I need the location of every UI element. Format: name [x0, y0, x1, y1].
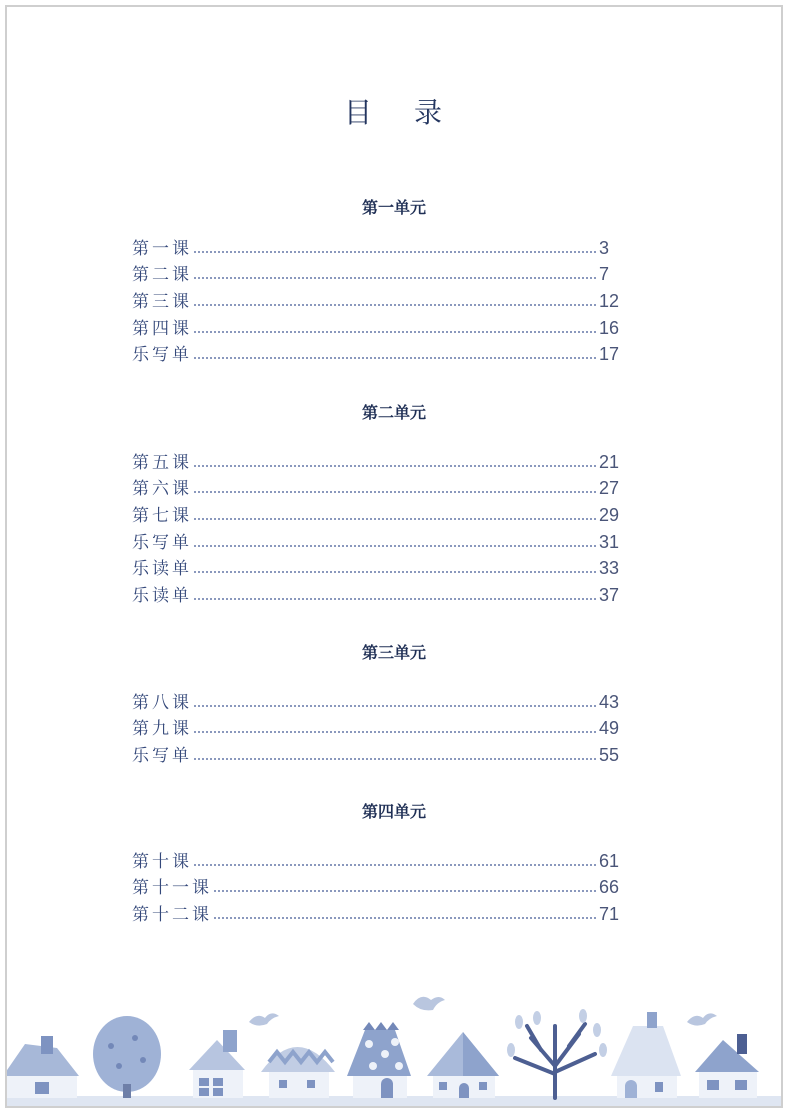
entry-label: 乐写单: [132, 345, 192, 366]
entry-label: 第二课: [132, 265, 192, 286]
toc-entry[interactable]: [132, 898, 627, 925]
page-title: [7, 91, 781, 131]
dot-leader: [194, 357, 596, 359]
entry-label: 第一课: [132, 238, 192, 259]
toc-page: [5, 5, 783, 1108]
entry-page-number: 37: [599, 585, 620, 606]
dot-leader: [194, 491, 596, 493]
dot-leader: [194, 864, 596, 866]
toc-list-unit-4: [132, 845, 627, 925]
house-icon: [189, 1030, 245, 1098]
entry-label: 第六课: [132, 479, 192, 500]
entry-label: 第九课: [132, 719, 192, 740]
village-illustration: [7, 926, 783, 1106]
entry-page-number: 27: [599, 478, 620, 499]
entry-label: 第七课: [132, 506, 192, 527]
unit-heading: 第一单元: [361, 198, 426, 217]
bird-icon: [687, 1013, 717, 1025]
tree-icon: [515, 1024, 595, 1098]
unit-heading: 第二单元: [361, 403, 426, 422]
entry-label: 第八课: [132, 692, 192, 713]
house-icon: [7, 1036, 79, 1098]
entry-page-number: 29: [599, 505, 620, 526]
toc-entry[interactable]: [132, 473, 627, 500]
toc-entry[interactable]: [132, 739, 627, 766]
dot-leader: [194, 331, 596, 333]
toc-entry[interactable]: [132, 872, 627, 899]
entry-page-number: 43: [599, 691, 620, 712]
toc-entry[interactable]: [132, 579, 627, 606]
title-char-1: 目: [343, 96, 374, 129]
entry-label: 乐写单: [132, 532, 192, 553]
dot-leader: [194, 571, 596, 573]
toc-list-unit-1: [132, 232, 627, 365]
house-icon: [347, 1022, 411, 1098]
toc-entry[interactable]: [132, 232, 627, 259]
unit-heading: 第三单元: [361, 643, 426, 662]
dot-leader: [194, 758, 596, 760]
toc-list-unit-2: [132, 446, 627, 606]
entry-label: 乐读单: [132, 586, 192, 607]
toc-entry[interactable]: [132, 845, 627, 872]
entry-page-number: 3: [599, 237, 610, 258]
entry-label: 乐读单: [132, 559, 192, 580]
toc-entry[interactable]: [132, 526, 627, 553]
entry-page-number: 61: [599, 850, 620, 871]
dot-leader: [194, 598, 596, 600]
house-icon: [695, 1034, 759, 1098]
toc-entry[interactable]: [132, 686, 627, 713]
entry-label: 第十课: [132, 851, 192, 872]
tree-icon: [93, 1016, 161, 1098]
toc-list-unit-3: [132, 686, 627, 766]
entry-page-number: 21: [599, 451, 620, 472]
dot-leader: [194, 518, 596, 520]
unit-heading: 第四单元: [361, 802, 426, 821]
entry-page-number: 12: [599, 291, 620, 312]
toc-entry[interactable]: [132, 446, 627, 473]
bird-icon: [249, 1013, 279, 1025]
entry-page-number: 66: [599, 877, 620, 898]
toc-entry[interactable]: [132, 499, 627, 526]
dot-leader: [194, 465, 596, 467]
dot-leader: [194, 251, 596, 253]
bird-icon: [413, 997, 445, 1011]
entry-page-number: 16: [599, 317, 620, 338]
house-icon: [261, 1047, 335, 1098]
entry-label: 第四课: [132, 318, 192, 339]
dot-leader: [194, 304, 596, 306]
dot-leader: [214, 917, 596, 919]
entry-page-number: 7: [599, 264, 610, 285]
entry-page-number: 49: [599, 718, 620, 739]
toc-entry[interactable]: [132, 285, 627, 312]
entry-page-number: 33: [599, 558, 620, 579]
house-icon: [611, 1012, 681, 1098]
entry-label: 第五课: [132, 452, 192, 473]
toc-entry[interactable]: [132, 339, 627, 366]
entry-label: 乐写单: [132, 746, 192, 767]
entry-page-number: 71: [599, 904, 620, 925]
dot-leader: [194, 731, 596, 733]
entry-label: 第三课: [132, 292, 192, 313]
toc-entry[interactable]: [132, 312, 627, 339]
dot-leader: [194, 705, 596, 707]
dot-leader: [194, 545, 596, 547]
dot-leader: [214, 890, 596, 892]
toc-entry[interactable]: [132, 259, 627, 286]
title-char-2: 录: [414, 96, 445, 129]
entry-page-number: 31: [599, 531, 620, 552]
house-icon: [427, 1032, 499, 1098]
entry-page-number: 55: [599, 745, 620, 766]
entry-label: 第十二课: [132, 905, 212, 926]
entry-page-number: 17: [599, 344, 620, 365]
dot-leader: [194, 277, 596, 279]
toc-entry[interactable]: [132, 713, 627, 740]
entry-label: 第十一课: [132, 878, 212, 899]
toc-entry[interactable]: [132, 553, 627, 580]
